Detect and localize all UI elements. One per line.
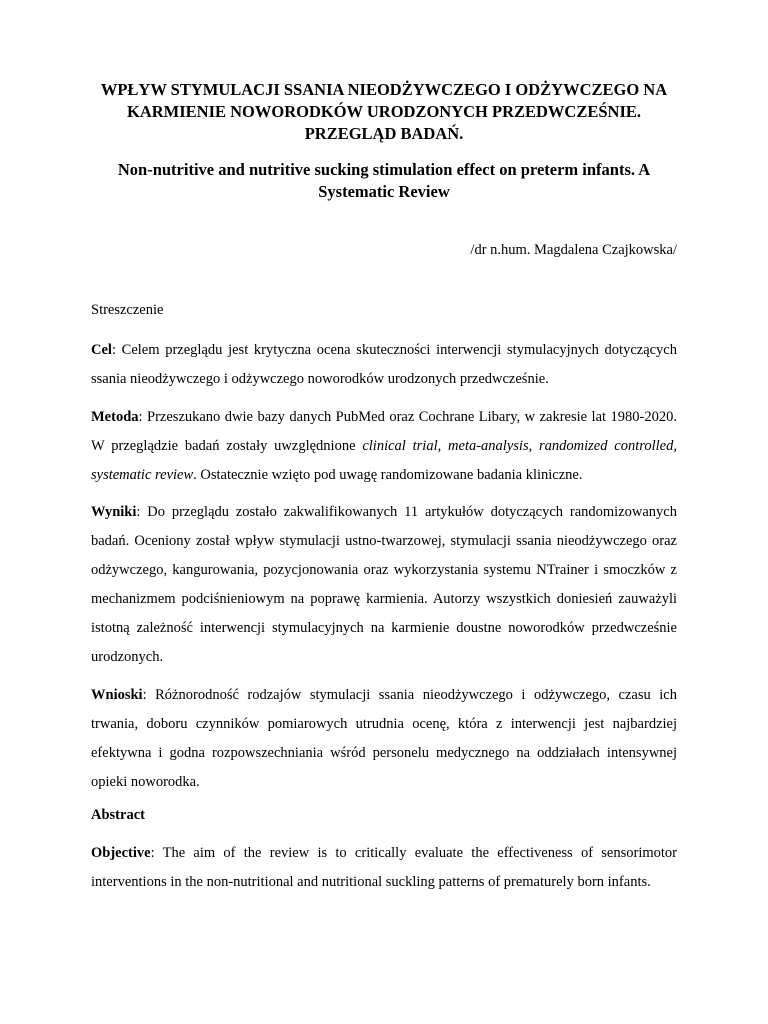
section-label: Wyniki bbox=[91, 504, 137, 520]
section-wnioski bbox=[91, 681, 677, 797]
section-italic-text: clinical trial, meta-analysis, randomized controlled, systematic review bbox=[91, 437, 677, 483]
section-label: Wnioski bbox=[91, 686, 143, 703]
section-metoda bbox=[91, 403, 677, 490]
section-label: Cel bbox=[91, 342, 112, 358]
abstract-heading: Abstract bbox=[91, 807, 145, 823]
section-wyniki bbox=[91, 498, 677, 672]
title-polish: WPŁYW STYMULACJI SSANIA NIEODŻYWCZEGO I ODŻYWCZEGO NA KARMIENIE NOWORODKÓW URODZONYCH PRZEDWCZEŚNIE. PRZEGLĄD BADAŃ. bbox=[100, 80, 668, 143]
title-english: Non-nutritive and nutritive sucking stimulation effect on preterm infants. A Systematic Review bbox=[117, 160, 651, 201]
author: /dr n.hum. Magdalena Czajkowska/ bbox=[470, 242, 677, 258]
section-cel bbox=[91, 336, 677, 394]
section-text: : Celem przeglądu jest krytyczna ocena skuteczności interwencji stymulacyjnych dotyczących ssania nieodżywczego i odżywczego noworodków urodzonych przedwcześnie. bbox=[91, 342, 677, 387]
section-text: : The aim of the review is to critically evaluate the effectiveness of sensorimotor interventions in the non-nutritional and nutritional suckling patterns of prematurely born infants. bbox=[91, 845, 677, 890]
section-text: : Przeszukano dwie bazy danych PubMed oraz Cochrane Libary, w zakresie lat 1980-2020. W przeglądzie badań zostały uwzględnione bbox=[91, 408, 677, 454]
section-text: : Do przeglądu zostało zakwalifikowanych 11 artykułów dotyczących randomizowanych badań. Oceniony został wpływ stymulacji ustno-twarzowej, stymulacji ssania nieodżywczego oraz odżywczego, kangurowania, pozycjonowania oraz wykorzystania systemu NTrainer i smoczków z mechanizmem podciśnieniowym na poprawę karmienia. Autorzy wszystkich doniesień zauważyli istotną zależność interwencji stymulacyjnych na karmienie doustne noworodków przedwcześnie urodzonych. bbox=[91, 504, 677, 665]
section-objective bbox=[91, 839, 677, 897]
section-label: Objective bbox=[91, 845, 151, 861]
summary-heading: Streszczenie bbox=[91, 302, 164, 318]
section-text: : Różnorodność rodzajów stymulacji ssania nieodżywczego i odżywczego, czasu ich trwania, doboru czynników pomiarowych utrudnia ocenę, która z interwencji jest najbardziej efektywna i godna rozpowszechniania wśród personelu medycznego na oddziałach intensywnej opieki noworodka. bbox=[91, 686, 677, 790]
section-label: Metoda bbox=[91, 408, 139, 425]
document-body bbox=[91, 300, 677, 906]
section-text: . Ostatecznie wzięto pod uwagę randomizowane badania kliniczne. bbox=[193, 466, 583, 483]
